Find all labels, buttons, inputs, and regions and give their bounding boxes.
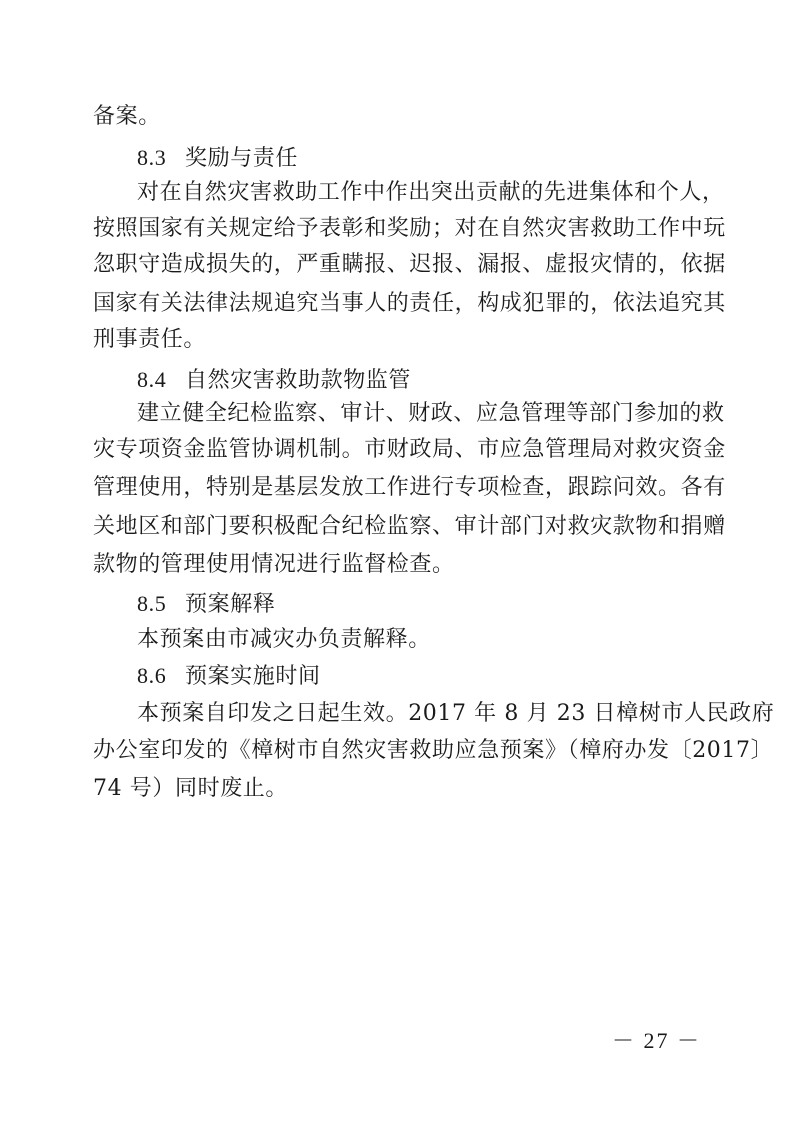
section-title: 奖励与责任: [185, 146, 299, 171]
paragraph-line: 刑事责任。: [93, 327, 207, 352]
paragraph-line: 办公室印发的《樟树市自然灾害救助应急预案》（樟府办发〔2017〕: [93, 738, 774, 763]
section-title: 自然灾害救助款物监管: [185, 368, 412, 393]
paragraph-line: 本预案由市减灾办负责解释。: [137, 627, 431, 652]
page-number: － 27 －: [611, 1028, 701, 1053]
paragraph-line: 本预案自印发之日起生效。2017 年 8 月 23 日樟树市人民政府: [137, 701, 775, 726]
paragraph-line: 74 号）同时废止。: [93, 776, 288, 801]
paragraph-line: 款物的管理使用情况进行监督检查。: [93, 552, 455, 577]
paragraph-line: 对在自然灾害救助工作中作出突出贡献的先进集体和个人，: [137, 180, 725, 205]
section-number: 8.3: [137, 145, 167, 170]
paragraph-line: 建立健全纪检监察、审计、财政、应急管理等部门参加的救: [137, 401, 725, 426]
section-title: 预案实施时间: [185, 664, 321, 689]
paragraph-line: 关地区和部门要积极配合纪检监察、审计部门对救灾款物和捐赠: [93, 514, 726, 539]
paragraph-line: 管理使用，特别是基层发放工作进行专项检查，跟踪问效。各有: [93, 475, 726, 500]
section-number: 8.6: [137, 663, 167, 688]
section-title: 预案解释: [185, 592, 276, 617]
section-heading-8-6: [137, 659, 745, 693]
section-heading-8-5: [137, 587, 745, 621]
paragraph-line: 国家有关法律法规追究当事人的责任，构成犯罪的，依法追究其: [93, 291, 726, 316]
section-heading-8-3: [137, 141, 745, 175]
section-heading-8-4: [137, 363, 745, 397]
paragraph-line: 灾专项资金监管协调机制。市财政局、市应急管理局对救灾资金: [93, 437, 726, 462]
paragraph-line: 按照国家有关规定给予表彰和奖励；对在自然灾害救助工作中玩: [93, 216, 726, 241]
paragraph-line: 备案。: [93, 104, 161, 129]
paragraph-line: 忽职守造成损失的，严重瞒报、迟报、漏报、虚报灾情的，依据: [93, 252, 726, 277]
section-number: 8.4: [137, 367, 167, 392]
section-number: 8.5: [137, 591, 167, 616]
